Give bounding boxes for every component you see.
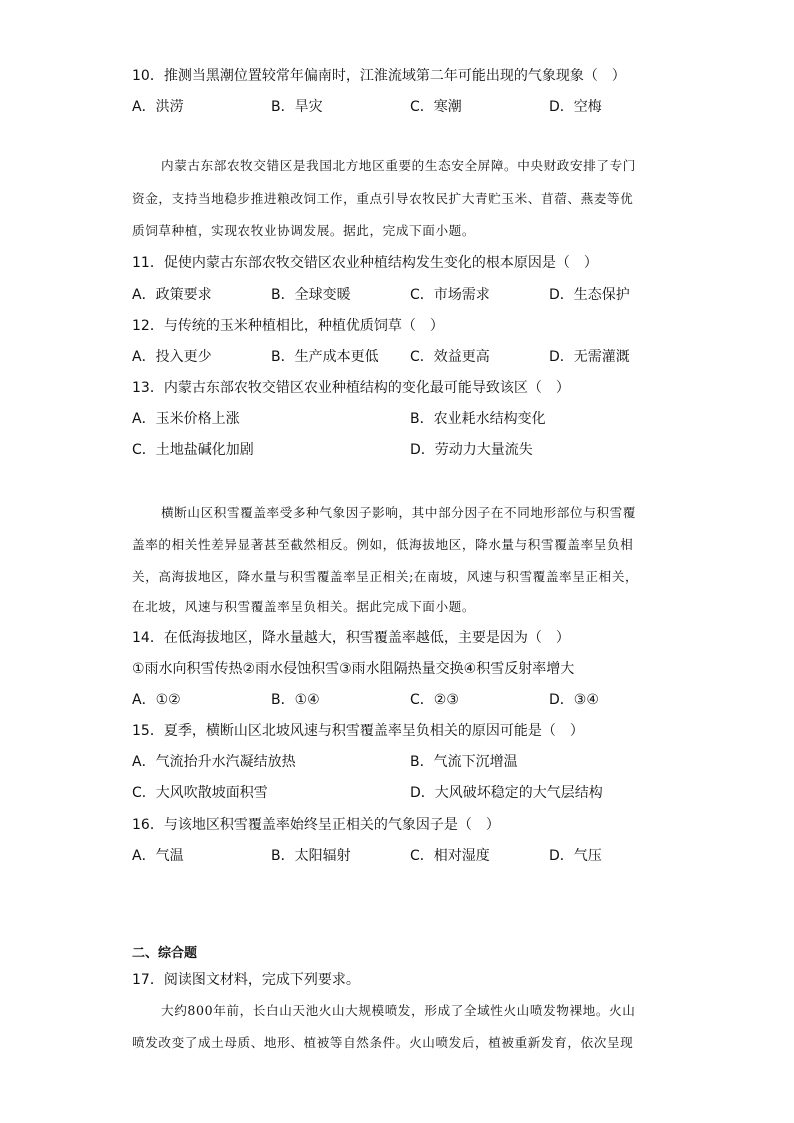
question-16-stem: 16．与该地区积雪覆盖率始终呈正相关的气象因子是（ ） xyxy=(132,817,500,833)
question-12-option-a: A．投入更少 xyxy=(132,349,212,365)
section-title: 二、综合题 xyxy=(132,946,198,961)
material-2-line-1: 横断山区积雪覆盖率受多种气象因子影响，其中部分因子在不同地形部位与积雪覆 xyxy=(161,505,636,520)
question-12-option-c: C．效益更高 xyxy=(410,349,490,365)
material-2-line-3: 关，高海拔地区，降水量与积雪覆盖率呈正相关;在南坡，风速与积雪覆盖率呈正相关， xyxy=(132,569,639,584)
question-10-option-c: C．寒潮 xyxy=(410,99,462,115)
question-14-option-b: B．①④ xyxy=(271,692,320,708)
material-2-line-2: 盖率的相关性差异显著甚至截然相反。例如，低海拔地区，降水量与积雪覆盖率呈负相 xyxy=(132,537,634,552)
question-13-option-d: D．劳动力大量流失 xyxy=(410,442,533,458)
question-13-option-c: C．土地盐碱化加剧 xyxy=(132,442,254,458)
question-17-material-line-1: 大约800年前，长白山天池火山大规模喷发，形成了全域性火山喷发物裸地。火山 xyxy=(161,1003,636,1018)
material-1-line-3: 质饲草种植，实现农牧业协调发展。据此，完成下面小题。 xyxy=(132,223,476,238)
question-12-option-d: D．无需灌溉 xyxy=(549,349,630,365)
question-13-option-b: B．农业耗水结构变化 xyxy=(410,411,546,427)
question-16-option-d: D．气压 xyxy=(549,848,602,864)
question-11-option-d: D．生态保护 xyxy=(549,287,630,303)
question-14-stem: 14．在低海拔地区，降水量越大，积雪覆盖率越低，主要是因为（ ） xyxy=(132,630,570,646)
question-16-option-a: A．气温 xyxy=(132,848,184,864)
question-11-option-b: B．全球变暖 xyxy=(271,287,351,303)
material-1-line-2: 资金，支持当地稳步推进粮改饲工作，重点引导农牧民扩大青贮玉米、苜蓿、燕麦等优 xyxy=(132,191,634,206)
question-15-option-b: B．气流下沉增温 xyxy=(410,754,518,770)
question-17-material-line-2: 喷发改变了成土母质、地形、植被等自然条件。火山喷发后，植被重新发育，依次呈现 xyxy=(132,1035,634,1050)
question-15-stem: 15．夏季，横断山区北坡风速与积雪覆盖率呈负相关的原因可能是（ ） xyxy=(132,723,584,739)
question-11-option-c: C．市场需求 xyxy=(410,287,490,303)
question-10-option-b: B．旱灾 xyxy=(271,99,323,115)
question-16-option-c: C．相对湿度 xyxy=(410,848,490,864)
material-1-line-1: 内蒙古东部农牧交错区是我国北方地区重要的生态安全屏障。中央财政安排了专门 xyxy=(161,158,636,173)
question-17-stem: 17．阅读图文材料，完成下列要求。 xyxy=(132,972,360,988)
question-16-option-b: B．太阳辐射 xyxy=(271,848,351,864)
material-2-line-4: 在北坡，风速与积雪覆盖率呈负相关。据此完成下面小题。 xyxy=(132,599,476,614)
question-14-statements: ①雨水向积雪传热②雨水侵蚀积雪③雨水阻隔热量交换④积雪反射率增大 xyxy=(132,661,575,677)
question-11-stem: 11．促使内蒙古东部农牧交错区农业种植结构发生变化的根本原因是（ ） xyxy=(132,255,598,271)
question-13-stem: 13．内蒙古东部农牧交错区农业种植结构的变化最可能导致该区（ ） xyxy=(132,380,570,396)
question-14-option-a: A．①② xyxy=(132,692,181,708)
question-15-option-d: D．大风破坏稳定的大气层结构 xyxy=(410,785,603,801)
question-11-option-a: A．政策要求 xyxy=(132,287,212,303)
question-10-option-d: D．空梅 xyxy=(549,99,602,115)
question-12-stem: 12．与传统的玉米种植相比，种植优质饲草（ ） xyxy=(132,318,444,334)
question-15-option-a: A．气流抬升水汽凝结放热 xyxy=(132,754,296,770)
question-15-option-c: C．大风吹散坡面积雪 xyxy=(132,785,268,801)
question-14-option-d: D．③④ xyxy=(549,692,599,708)
question-14-option-c: C．②③ xyxy=(410,692,459,708)
question-12-option-b: B．生产成本更低 xyxy=(271,349,379,365)
question-10-stem: 10．推测当黑潮位置较常年偏南时，江淮流域第二年可能出现的气象现象（ ） xyxy=(132,68,626,84)
question-13-option-a: A．玉米价格上涨 xyxy=(132,411,240,427)
question-10-option-a: A．洪涝 xyxy=(132,99,184,115)
